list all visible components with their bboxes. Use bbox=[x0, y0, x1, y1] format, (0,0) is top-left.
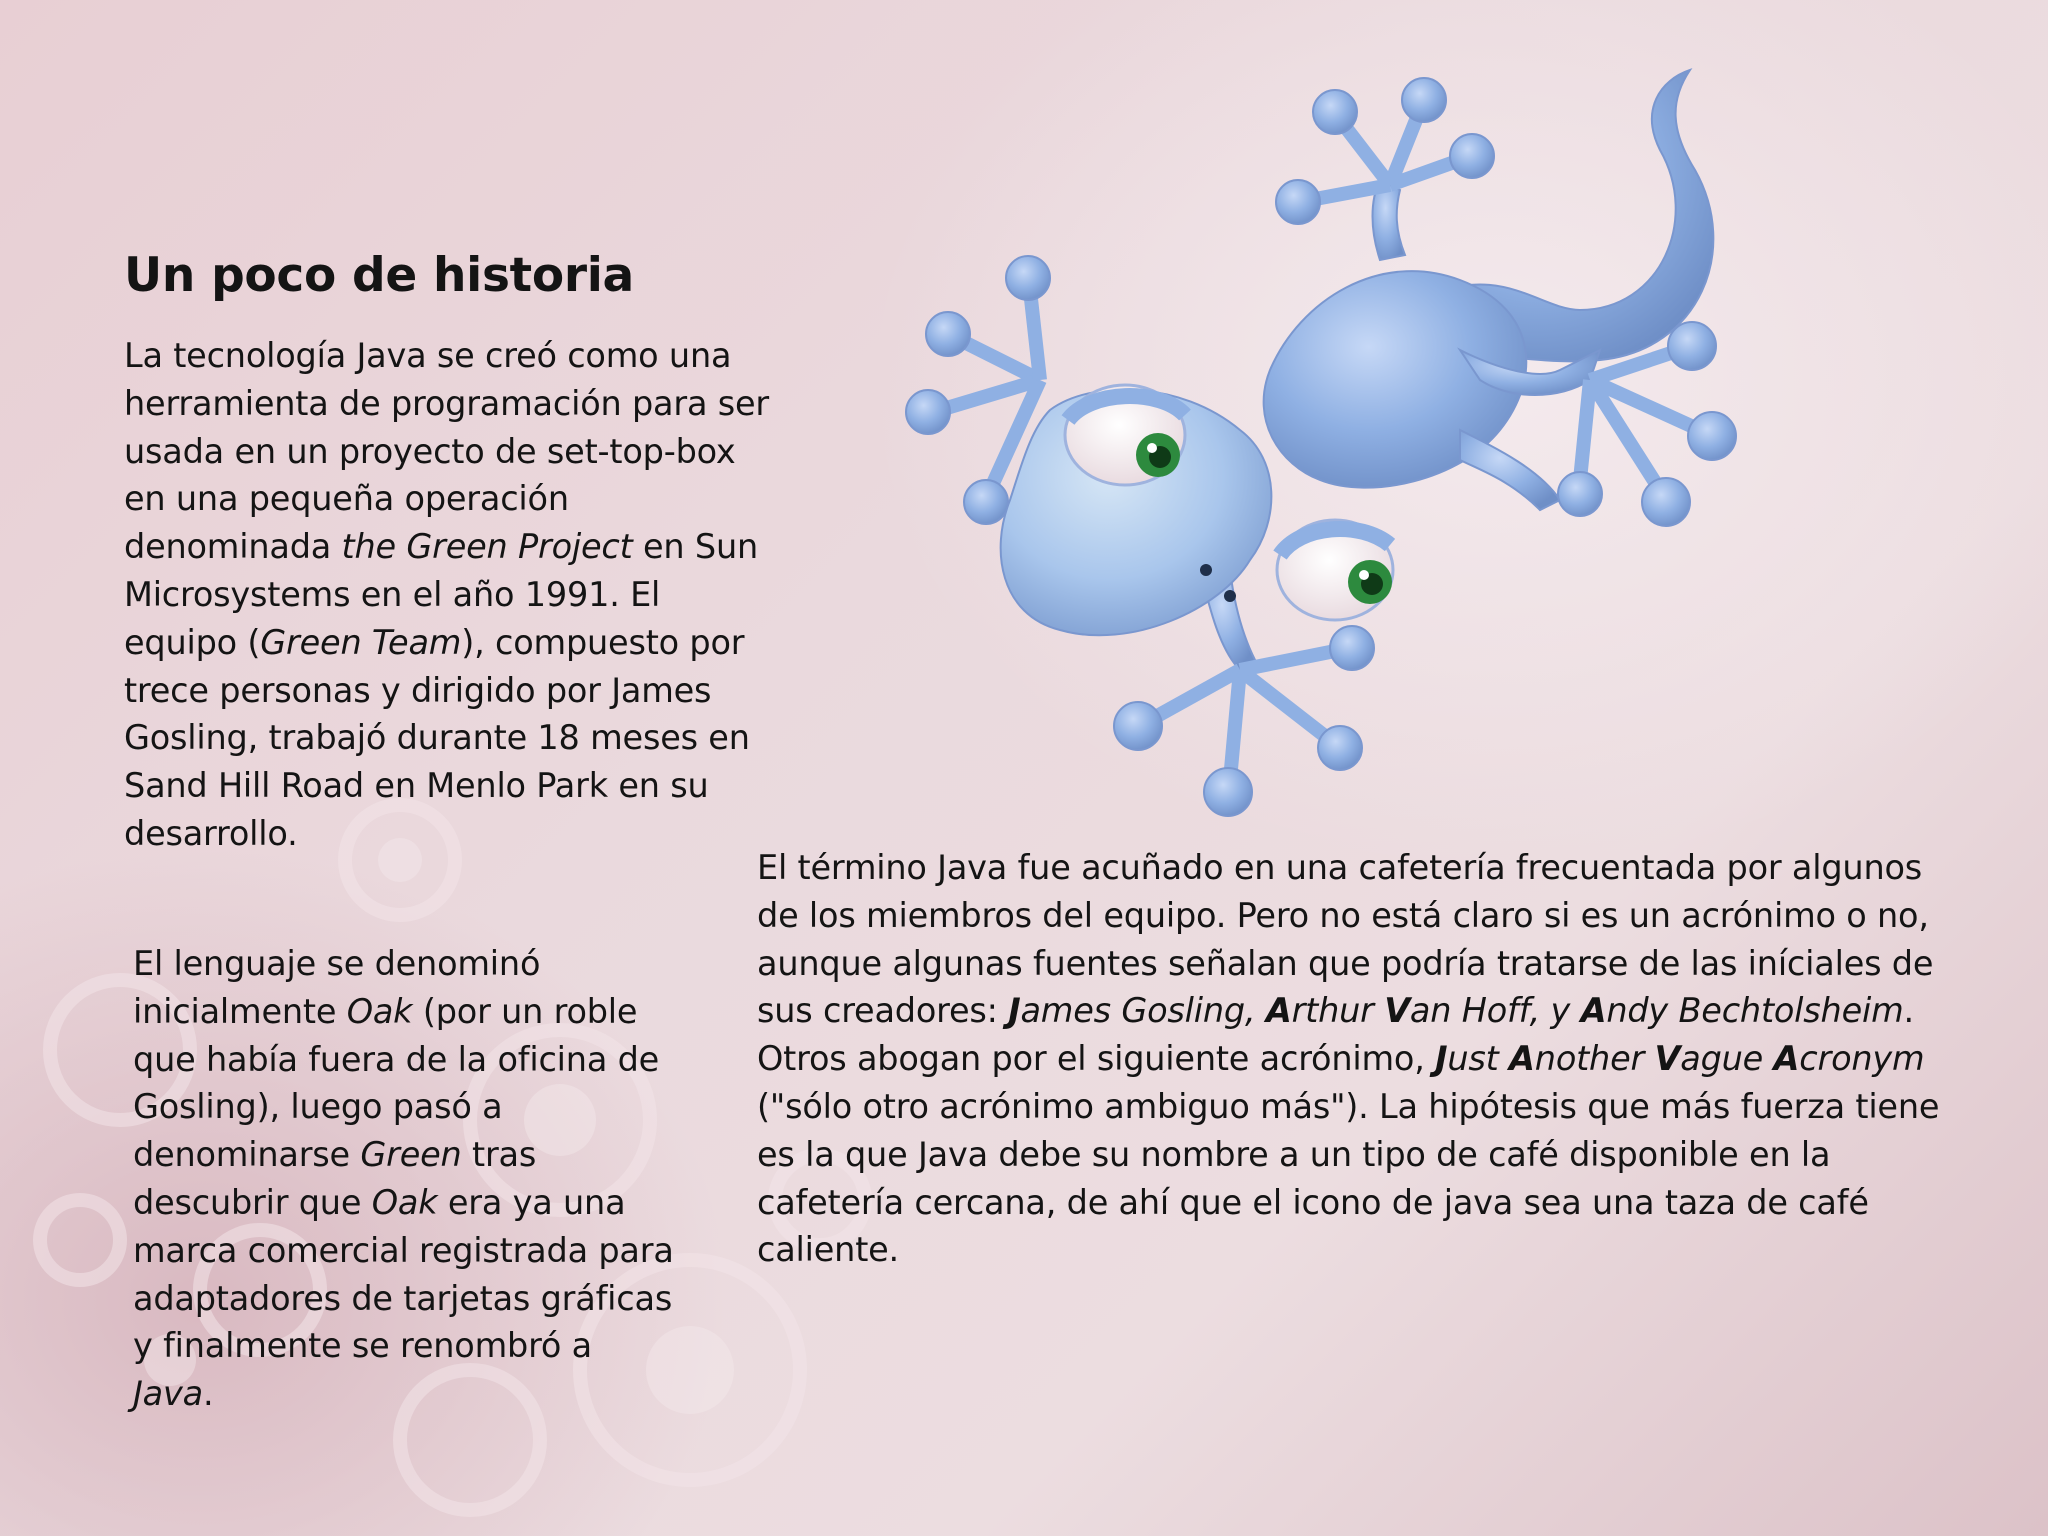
text-line: El término Java fue acuñado en una cafetería frecuentada por algunos bbox=[757, 848, 1923, 887]
text-line: Microsystems en el año 1991. El bbox=[124, 574, 661, 614]
text-line: Otros abogan por el siguiente acrónimo, Just Another Vague Acronym bbox=[757, 1039, 1925, 1079]
text-line: equipo (Green Team), compuesto por bbox=[124, 622, 745, 662]
text-line: herramienta de programación para ser bbox=[124, 383, 769, 423]
text-line: ("sólo otro acrónimo ambiguo más"). La hipótesis que más fuerza tiene bbox=[757, 1086, 1940, 1126]
java-name-paragraph bbox=[757, 844, 1939, 1274]
gecko-icon bbox=[900, 50, 2000, 830]
history-paragraph bbox=[124, 332, 769, 858]
text-line: que había fuera de la oficina de bbox=[133, 1039, 660, 1079]
text-line: Java. bbox=[133, 1374, 214, 1414]
text-line: Gosling, trabajó durante 18 meses en bbox=[124, 718, 750, 758]
text-line: Gosling), luego pasó a bbox=[133, 1087, 503, 1127]
italic-term: Oak bbox=[346, 991, 413, 1031]
text-line: en una pequeña operación bbox=[124, 479, 569, 519]
text-line: cafetería cercana, de ahí que el icono de java sea una taza de café bbox=[757, 1182, 1869, 1222]
text-line: desarrollo. bbox=[124, 813, 298, 853]
text-line: aunque algunas fuentes señalan que podría tratarse de las iníciales de bbox=[757, 943, 1934, 983]
text-line: El lenguaje se denominó bbox=[133, 944, 541, 983]
text-line: inicialmente Oak (por un roble bbox=[133, 991, 638, 1031]
italic-term: Java bbox=[133, 1374, 203, 1414]
italic-term: the Green Project bbox=[341, 527, 633, 567]
italic-term: Oak bbox=[371, 1182, 438, 1222]
slide-title: Un poco de historia bbox=[124, 248, 634, 303]
italic-term: Green bbox=[360, 1135, 462, 1175]
text-line: descubrir que Oak era ya una bbox=[133, 1182, 626, 1222]
text-line: usada en un proyecto de set-top-box bbox=[124, 431, 736, 471]
text-line: es la que Java debe su nombre a un tipo de café disponible en la bbox=[757, 1134, 1831, 1174]
text-line: denominada the Green Project en Sun bbox=[124, 527, 759, 567]
text-line: caliente. bbox=[757, 1230, 899, 1270]
text-line: La tecnología Java se creó como una bbox=[124, 336, 732, 375]
text-line: sus creadores: James Gosling, Arthur Van Hoff, y Andy Bechtolsheim. bbox=[757, 991, 1914, 1031]
text-line: Sand Hill Road en Menlo Park en su bbox=[124, 766, 709, 806]
oak-paragraph bbox=[133, 940, 674, 1418]
italic-term: Green Team bbox=[260, 622, 462, 662]
text-line: marca comercial registrada para bbox=[133, 1230, 674, 1270]
text-line: de los miembros del equipo. Pero no está claro si es un acrónimo o no, bbox=[757, 895, 1929, 935]
text-line: trece personas y dirigido por James bbox=[124, 670, 712, 710]
text-line: adaptadores de tarjetas gráficas bbox=[133, 1278, 673, 1318]
text-line: denominarse Green tras bbox=[133, 1135, 537, 1175]
text-line: y finalmente se renombró a bbox=[133, 1326, 593, 1366]
